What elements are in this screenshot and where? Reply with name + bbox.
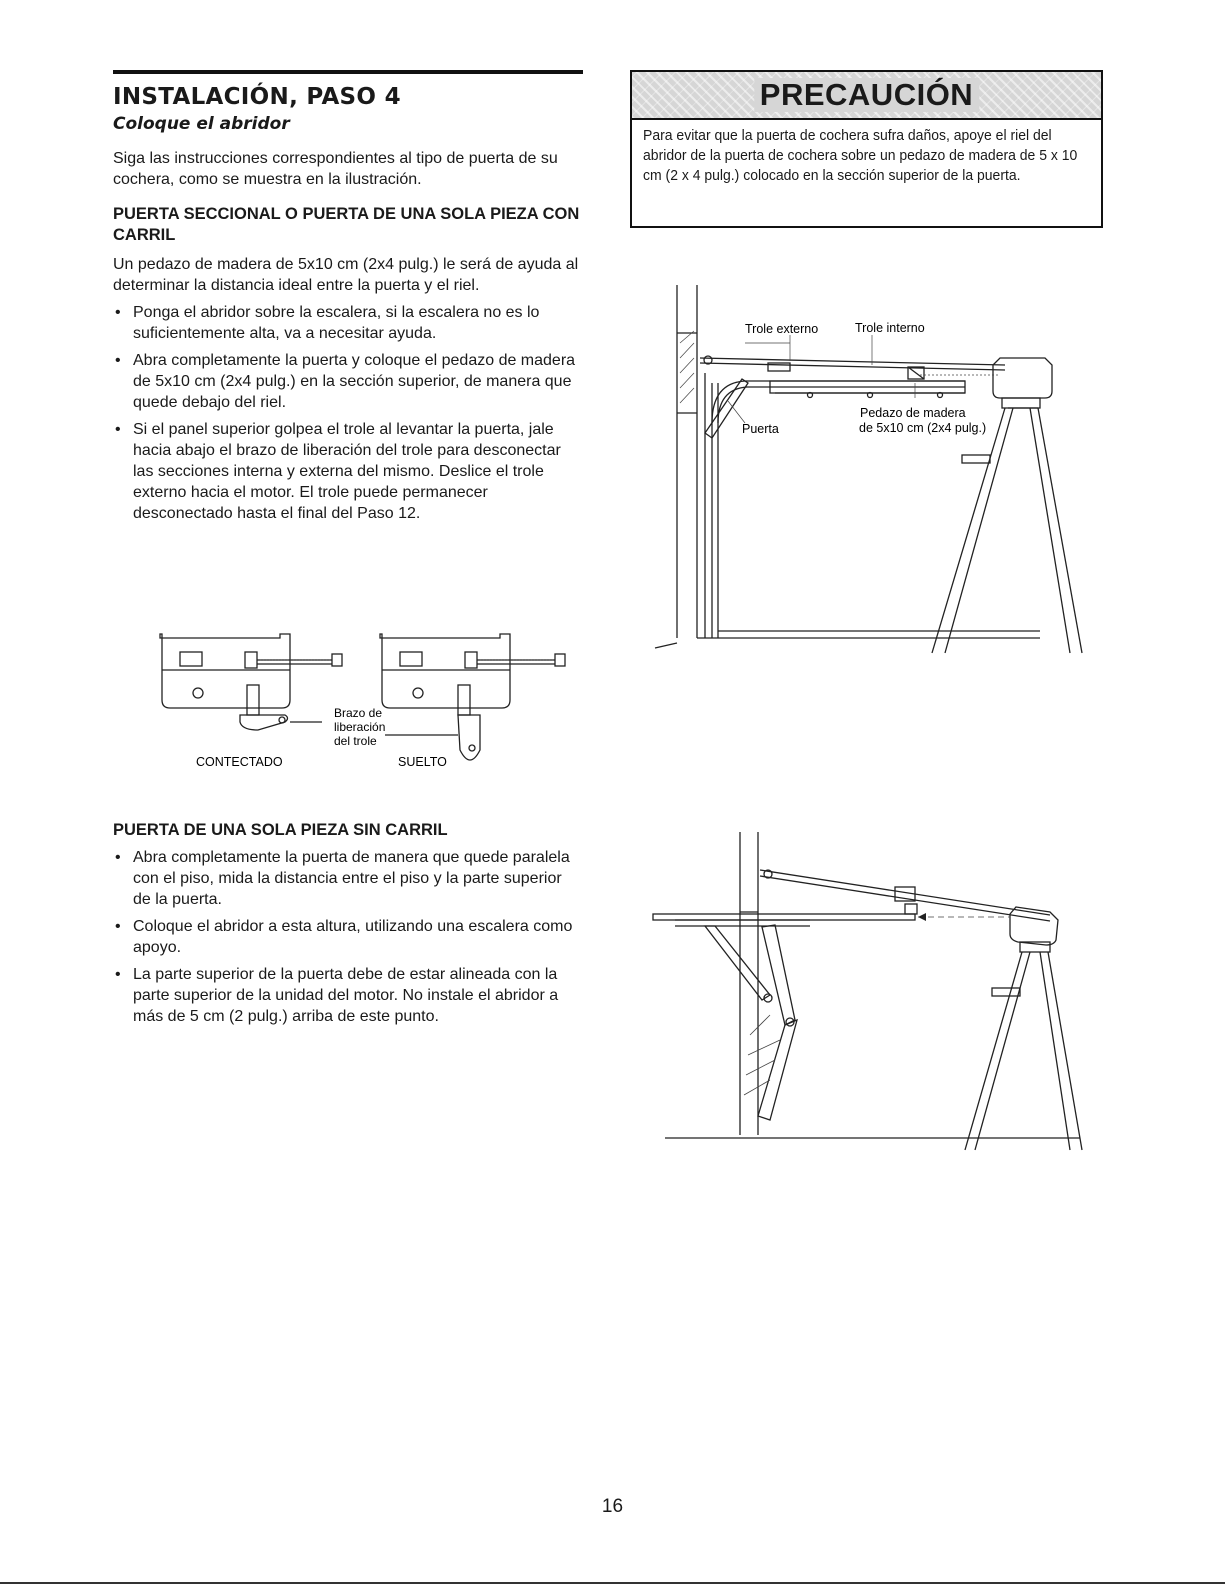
section2-heading: PUERTA DE UNA SOLA PIEZA SIN CARRIL: [113, 821, 448, 839]
inner-trolley-label: Trole interno: [855, 321, 925, 335]
door-label: Puerta: [742, 422, 779, 436]
list-item: • Ponga el abridor sobre la escalera, si la escalera no es lo suficientemente alta, va a necesitar ayuda.: [113, 302, 583, 344]
bottom-rule: [0, 1582, 1225, 1584]
list-item: • Abra completamente la puerta de manera que quede paralela con el piso, mida la distancia entre el piso y la parte superior de la puerta.: [113, 847, 583, 910]
loose-label: SUELTO: [398, 755, 447, 769]
section2-bullets: [113, 847, 583, 1027]
arm-label-1: Brazo de: [334, 706, 383, 720]
page-subtitle: Coloque el abridor: [113, 114, 290, 134]
list-item: • La parte superior de la puerta debe de estar alineada con la parte superior de la unidad del motor. No instale el abridor a más de 5 cm (2 pulg.) arriba de este punto.: [113, 964, 583, 1027]
one-piece-door-figure: [650, 830, 1095, 1155]
connected-label: CONTECTADO: [196, 755, 283, 769]
title-rule: [113, 70, 583, 74]
list-item: • Si el panel superior golpea el trole al levantar la puerta, jale hacia abajo el brazo de liberación del trole para desconectar las secciones interna y externa del mismo. Deslice el trole externo hacia el motor. El trole puede permanecer desconectado hasta el final del Paso 12.: [113, 419, 583, 524]
left-column: [113, 70, 583, 530]
list-item: • Coloque el abridor a esta altura, utilizando una escalera como apoyo.: [113, 916, 583, 958]
section1-paragraph: Un pedazo de madera de 5x10 cm (2x4 pulg.) le será de ayuda al determinar la distancia ideal entre la puerta y el riel.: [113, 256, 579, 294]
caution-text: Para evitar que la puerta de cochera sufra daños, apoye el riel del abridor de la puerta de cochera sobre un pedazo de madera de 5 x 10 cm (2 x 4 pulg.) colocado en la sección superior de la puerta.: [643, 127, 1078, 184]
intro-paragraph: Siga las instrucciones correspondientes al tipo de puerta de su cochera, como se muestra en la ilustración.: [113, 150, 558, 188]
arrow-icon: [918, 913, 926, 921]
caution-header: [632, 72, 1101, 120]
list-item: • Abra completamente la puerta y coloque el pedazo de madera de 5x10 cm (2x4 pulg.) en la sección superior, de manera que quede debajo del riel.: [113, 350, 583, 413]
sectional-door-figure: [650, 283, 1095, 658]
caution-title: PRECAUCIÓN: [754, 78, 979, 112]
section1-heading: PUERTA SECCIONAL O PUERTA DE UNA SOLA PIEZA CON CARRIL: [113, 205, 580, 244]
section1-bullets: [113, 302, 583, 524]
wood-label-1: Pedazo de madera: [860, 406, 966, 420]
wood-label-2: de 5x10 cm (2x4 pulg.): [859, 421, 987, 435]
arm-label-3: del trole: [334, 734, 377, 748]
outer-trolley-label: Trole externo: [745, 322, 819, 336]
page-number: 16: [601, 1496, 624, 1517]
arm-label-2: liberación: [334, 720, 386, 734]
page-title: INSTALACIÓN, PASO 4: [113, 84, 401, 110]
trolley-figure: [150, 630, 590, 770]
caution-box: [630, 70, 1103, 228]
section2: [113, 820, 583, 1033]
